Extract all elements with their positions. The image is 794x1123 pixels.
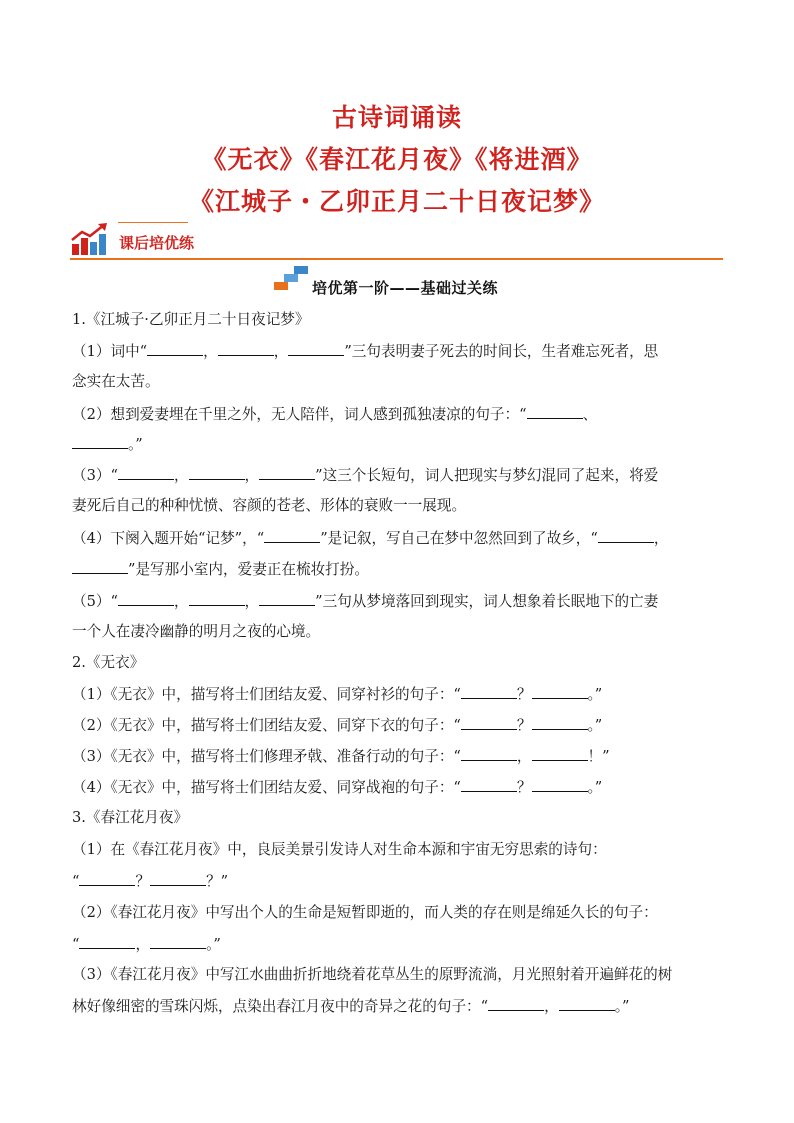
answer-blank[interactable] bbox=[118, 591, 174, 606]
section-divider bbox=[70, 258, 723, 260]
answer-blank[interactable] bbox=[461, 684, 517, 699]
q2-heading: 2.《无衣》 bbox=[72, 654, 145, 671]
q3-part2-line2: “ ， 。” bbox=[72, 936, 221, 953]
answer-blank[interactable] bbox=[288, 341, 344, 356]
answer-blank[interactable] bbox=[79, 934, 135, 949]
page-title-line-3: 《江城子・乙卯正月二十日夜记梦》 bbox=[188, 187, 605, 216]
q3-heading: 3.《春江花月夜》 bbox=[72, 809, 189, 826]
answer-blank[interactable] bbox=[532, 746, 588, 761]
answer-blank[interactable] bbox=[118, 465, 174, 480]
q3-part1-line2: “ ？ ？” bbox=[72, 873, 229, 890]
section-label: 课后培优练 bbox=[119, 234, 195, 252]
q2-part4: （4）《无衣》中，描写将士们团结友爱、同穿战袍的句子：“ ？ 。” bbox=[72, 779, 603, 796]
answer-blank[interactable] bbox=[79, 871, 135, 886]
q1-part4-line2: ”是写那小室内，爱妻正在梳妆打扮。 bbox=[72, 559, 732, 580]
q3-part3-line2: 林好像细密的雪珠闪烁，点染出春江月夜中的奇异之花的句子：“ ， 。” bbox=[72, 998, 630, 1015]
answer-blank[interactable] bbox=[559, 996, 615, 1011]
answer-blank[interactable] bbox=[461, 746, 517, 761]
answer-blank[interactable] bbox=[72, 434, 128, 449]
answer-blank[interactable] bbox=[488, 996, 544, 1011]
q1-part2-line2: 。” bbox=[72, 434, 732, 455]
q1-heading: 1.《江城子·乙卯正月二十日夜记梦》 bbox=[72, 311, 310, 328]
subsection-label: 培优第一阶——基础过关练 bbox=[312, 279, 499, 297]
stairs-icon bbox=[274, 266, 310, 292]
answer-blank[interactable] bbox=[189, 591, 245, 606]
answer-blank[interactable] bbox=[259, 591, 315, 606]
answer-blank[interactable] bbox=[147, 341, 203, 356]
subsection-header bbox=[0, 266, 794, 296]
q1-part2-line1: （2）想到爱妻埋在千里之外，无人陪伴，词人感到孤独凄凉的句子：“ 、 bbox=[72, 406, 598, 423]
answer-blank[interactable] bbox=[532, 684, 588, 699]
q3-part3-line1: （3）《春江花月夜》中写江水曲曲折折地绕着花草丛生的原野流淌，月光照射着开遍鲜花的树 bbox=[72, 966, 673, 983]
q2-part1: （1）《无衣》中，描写将士们团结友爱、同穿衬衫的句子：“ ？ 。” bbox=[72, 686, 603, 703]
page-title-line-2: 《无衣》《春江花月夜》《将进酒》 bbox=[201, 145, 593, 174]
q1-part1-line1: （1）词中“ ， ， ”三句表明妻子死去的时间长，生者难忘死者，思 bbox=[72, 343, 659, 360]
chart-growth-icon bbox=[70, 222, 110, 256]
section-header bbox=[70, 218, 723, 260]
q1-part1-line2: 念实在太苦。 bbox=[72, 373, 160, 390]
answer-blank[interactable] bbox=[461, 777, 517, 792]
answer-blank[interactable] bbox=[259, 465, 315, 480]
answer-blank[interactable] bbox=[532, 715, 588, 730]
q3-part2-line1: （2）《春江花月夜》中写出个人的生命是短暂即逝的，而人类的存在则是绵延久长的句子： bbox=[72, 904, 658, 921]
answer-blank[interactable] bbox=[150, 934, 206, 949]
answer-blank[interactable] bbox=[461, 715, 517, 730]
q1-part3-line1: （3）“ ， ， ”这三个长短句，词人把现实与梦幻混同了起来，将爱 bbox=[72, 467, 659, 484]
answer-blank[interactable] bbox=[532, 777, 588, 792]
answer-blank[interactable] bbox=[527, 404, 583, 419]
q1-part5-line1: （5）“ ， ， ”三句从梦境落回到现实，词人想象着长眠地下的亡妻 bbox=[72, 593, 659, 610]
q2-part2: （2）《无衣》中，描写将士们团结友爱、同穿下衣的句子：“ ？ 。” bbox=[72, 717, 603, 734]
section-topline bbox=[118, 222, 188, 223]
q1-part3-line2: 妻死后自己的种种忧愤、容颜的苍老、形体的衰败一一展现。 bbox=[72, 497, 467, 514]
q2-part3: （3）《无衣》中，描写将士们修理矛戟、准备行动的句子：“ ， ！” bbox=[72, 748, 610, 765]
q3-part1-line1: （1）在《春江花月夜》中，良辰美景引发诗人对生命本源和宇宙无穷思索的诗句： bbox=[72, 841, 607, 858]
answer-blank[interactable] bbox=[72, 559, 128, 574]
q1-part4-line1: （4）下阕入题开始“记梦”，“ ”是记叙，写自己在梦中忽然回到了故乡，“ ， bbox=[72, 530, 669, 547]
answer-blank[interactable] bbox=[218, 341, 274, 356]
answer-blank[interactable] bbox=[598, 528, 654, 543]
answer-blank[interactable] bbox=[150, 871, 206, 886]
answer-blank[interactable] bbox=[264, 528, 320, 543]
page-title-line-1: 古诗词诵读 bbox=[331, 103, 462, 132]
answer-blank[interactable] bbox=[189, 465, 245, 480]
q1-part5-line2: 一个人在凄冷幽静的明月之夜的心境。 bbox=[72, 623, 321, 640]
